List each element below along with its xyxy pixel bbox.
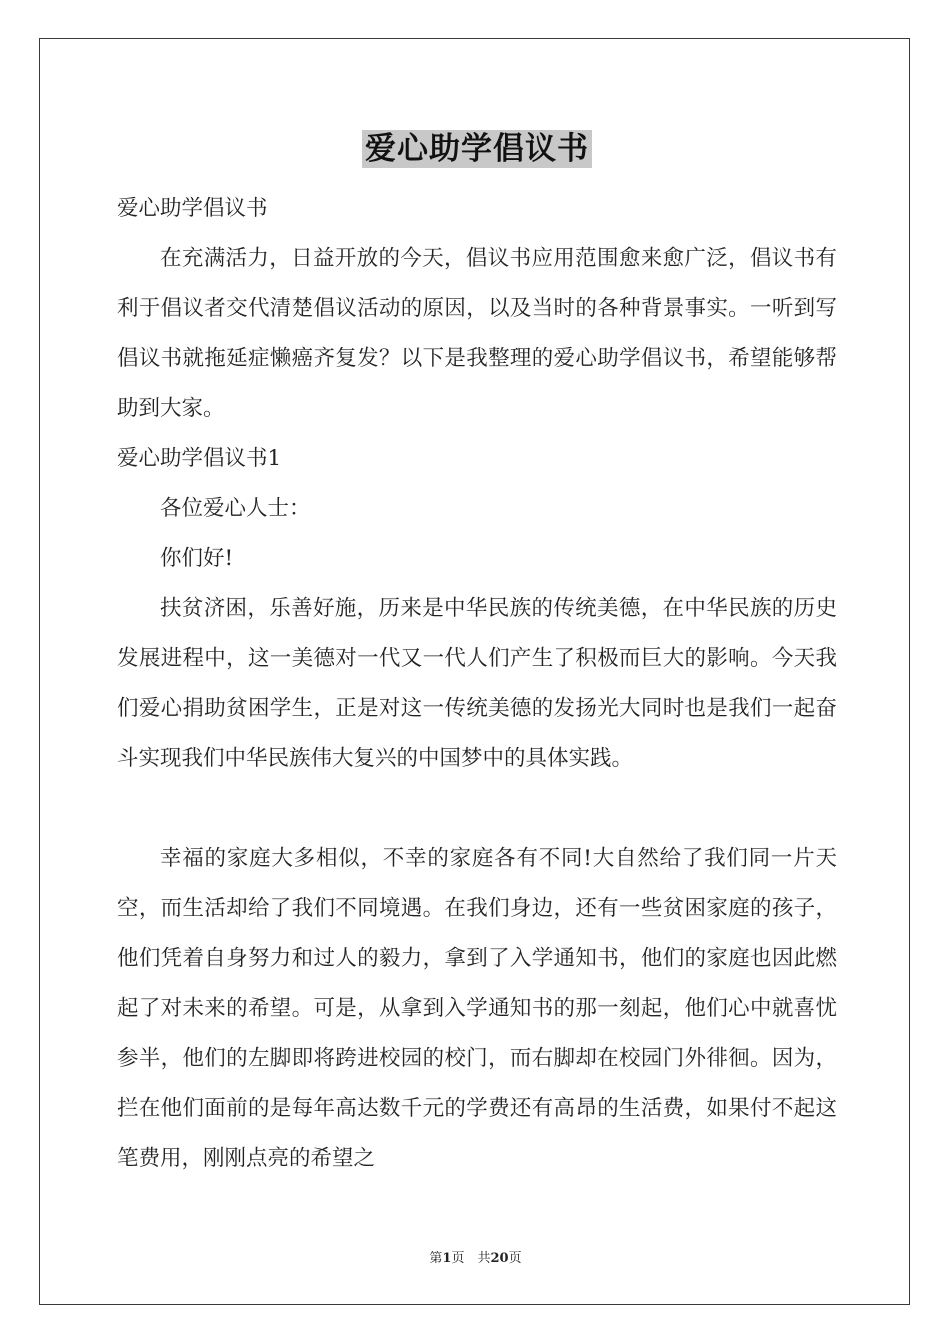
body-paragraph-2: 幸福的家庭大多相似，不幸的家庭各有不同!大自然给了我们同一片天空，而生活却给了我们不同境遇。在我们身边，还有一些贫困家庭的孩子，他们凭着自身努力和过人的毅力，拿到了入学通知书，他们的家庭也因此燃起了对未来的希望。可是，从拿到入学通知书的那一刻起，他们心中就喜忧参半，他们的左脚即将跨进校园的校门，而右脚却在校园门外徘徊。因为，拦在他们面前的是每年高达数千元的学费还有高昂的生活费，如果付不起这笔费用，刚刚点亮的希望之 bbox=[117, 846, 837, 1171]
page-mid: 页 共 bbox=[451, 1251, 491, 1266]
greeting: 你们好! bbox=[160, 546, 234, 571]
page-current: 1 bbox=[442, 1251, 452, 1266]
subtitle: 爱心助学倡议书 bbox=[117, 196, 268, 221]
document-title: 爱心助学倡议书 bbox=[362, 130, 592, 168]
page-suffix: 页 bbox=[508, 1251, 522, 1266]
document-page bbox=[39, 38, 910, 1305]
intro-paragraph: 在充满活力，日益开放的今天，倡议书应用范围愈来愈广泛，倡议书有利于倡议者交代清楚倡议活动的原因，以及当时的各种背景事实。一听到写倡议书就拖延症懒癌齐复发？以下是我整理的爱心助学倡议书，希望能够帮助到大家。 bbox=[117, 246, 837, 421]
page-footer bbox=[40, 1247, 911, 1266]
title-block bbox=[117, 130, 837, 168]
page-prefix: 第 bbox=[429, 1251, 443, 1266]
body-paragraph-1: 扶贫济困，乐善好施，历来是中华民族的传统美德，在中华民族的历史发展进程中，这一美德对一代又一代人们产生了积极而巨大的影响。今天我们爱心捐助贫困学生，正是对这一传统美德的发扬光大同时也是我们一起奋斗实现我们中华民族伟大复兴的中国梦中的具体实践。 bbox=[117, 596, 837, 771]
page-total: 20 bbox=[490, 1251, 509, 1266]
salutation: 各位爱心人士： bbox=[160, 496, 311, 521]
section-heading: 爱心助学倡议书1 bbox=[117, 446, 282, 471]
